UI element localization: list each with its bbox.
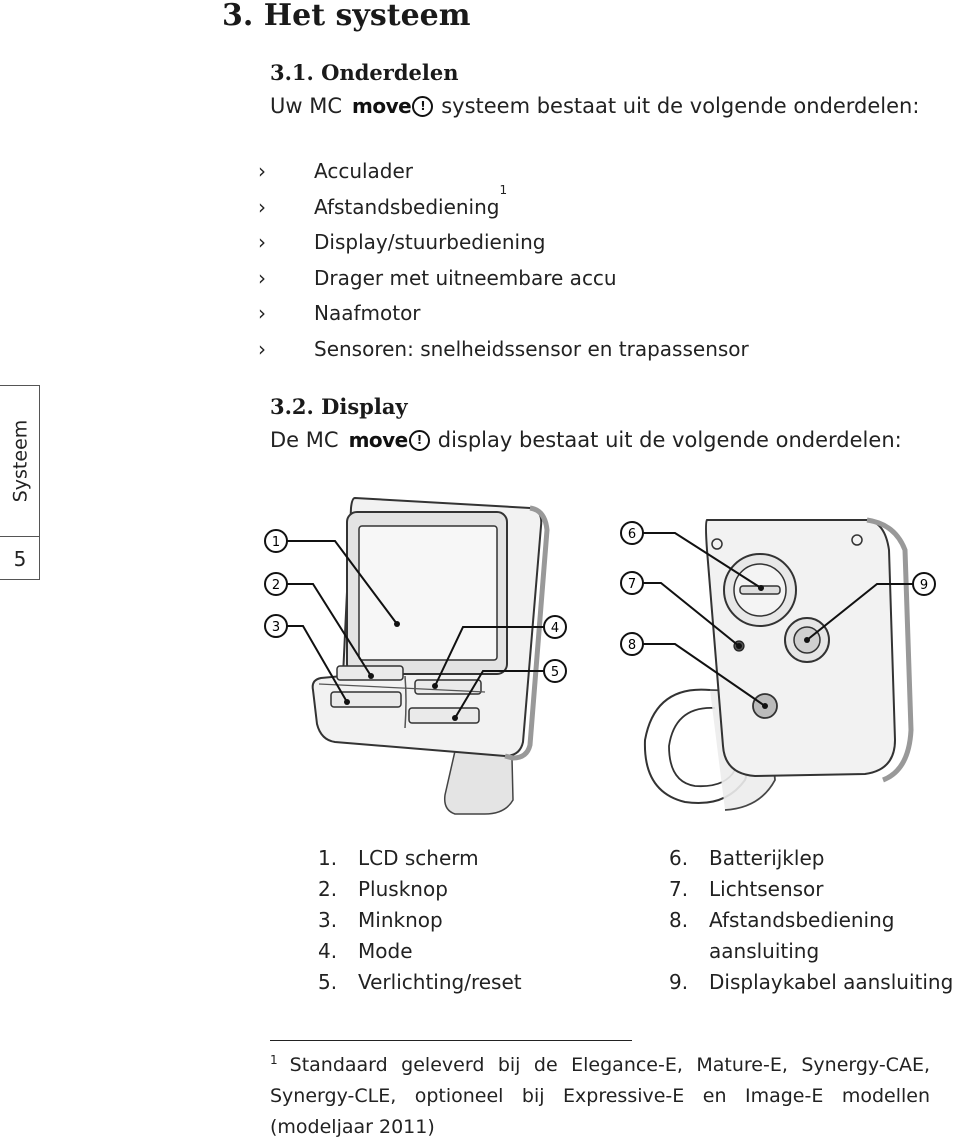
legend-item [318, 936, 522, 967]
callout-7-label: 7 [627, 577, 637, 592]
legend-number: 5. [318, 970, 338, 994]
legend-item [669, 967, 953, 998]
legend-label: Verlichting/reset [358, 970, 522, 994]
move-logo [349, 428, 430, 452]
legend-label: Lichtsensor [709, 877, 824, 901]
callout-1-label: 1 [271, 535, 281, 550]
list-item-label: Afstandsbediening [314, 194, 500, 219]
callout-2-label: 2 [271, 578, 281, 593]
legend-number: 2. [318, 877, 338, 901]
bullet-icon: › [258, 230, 266, 254]
legend-item [318, 967, 522, 998]
list-item-label: Acculader [314, 159, 414, 183]
display-back-view [621, 520, 935, 810]
legend-item [318, 874, 522, 905]
legend-item [669, 936, 953, 967]
component-list [258, 154, 749, 367]
legend-label: Displaykabel aansluiting [709, 970, 954, 994]
section1-intro-after: systeem bestaat uit de volgende onderdelen: [441, 94, 920, 118]
callout-6-label: 6 [627, 527, 637, 542]
legend-label: Minknop [358, 908, 443, 932]
light-button [409, 708, 479, 723]
callout-4-label: 4 [550, 621, 560, 636]
legend-label: Mode [358, 939, 413, 963]
legend-number: 7. [669, 877, 689, 901]
section2-intro [270, 428, 902, 452]
bullet-icon: › [258, 336, 266, 361]
list-item [258, 182, 749, 226]
move-logo-mark: ! [412, 96, 433, 117]
footnote-separator [270, 1040, 632, 1041]
callout-3-label: 3 [271, 620, 281, 635]
callout-5-label: 5 [550, 665, 560, 680]
callout-8-label: 8 [627, 638, 637, 653]
footnote-text: Standaard geleverd bij de Elegance-E, Mature-E, Synergy-CAE, Synergy-CLE, optioneel bij Expressive-E en Image-E modellen (modeljaar 2011) [270, 1054, 930, 1138]
list-item [258, 332, 749, 368]
page-number: 5 [0, 536, 40, 580]
list-item [258, 261, 749, 297]
bullet-icon: › [258, 159, 266, 183]
side-tab-label: Systeem [9, 419, 32, 503]
list-item-label: Drager met uitneembare accu [314, 265, 617, 290]
section1-intro-before: Uw MC [270, 94, 343, 118]
legend-label: LCD scherm [358, 846, 479, 870]
bullet-icon: › [258, 265, 266, 290]
side-tab [0, 385, 40, 580]
legend-number: 4. [318, 939, 338, 963]
display-front-view [265, 498, 566, 814]
lcd-screen [359, 526, 497, 660]
legend-item [669, 843, 953, 874]
legend-number: 8. [669, 908, 689, 932]
move-logo-text: move [352, 94, 412, 118]
footnote-mark: 1 [270, 1052, 278, 1067]
side-tab-label-wrap [0, 386, 40, 536]
legend-item [669, 905, 953, 936]
list-item-label: Naafmotor [314, 301, 421, 325]
list-item-label: Display/stuurbediening [314, 230, 546, 254]
chapter-heading: 3. Het systeem [222, 0, 471, 33]
legend-number: 9. [669, 970, 689, 994]
section2-intro-before: De MC [270, 428, 339, 452]
legend-left [318, 843, 522, 998]
footnote [270, 1050, 930, 1143]
legend-label: Batterijklep [709, 846, 825, 870]
bullet-icon: › [258, 301, 266, 325]
legend-number: 6. [669, 846, 689, 870]
move-logo [352, 94, 433, 118]
legend-label: Plusknop [358, 877, 448, 901]
legend-number: 3. [318, 908, 338, 932]
section2-intro-after: display bestaat uit de volgende onderdelen: [437, 428, 902, 452]
list-item-label: Sensoren: snelheidssensor en trapassensor [314, 336, 749, 361]
list-item [258, 225, 749, 261]
move-logo-mark: ! [409, 430, 430, 451]
legend-label: aansluiting [709, 939, 820, 963]
section1-intro [270, 94, 919, 118]
callout-9-label: 9 [919, 578, 929, 593]
legend-number [669, 936, 709, 967]
section-title-display: 3.2. Display [270, 394, 408, 419]
bullet-icon: › [258, 194, 266, 219]
footnote-reference: 1 [499, 182, 508, 197]
move-logo-text: move [348, 428, 408, 452]
list-item [258, 296, 749, 332]
legend-label: Afstandsbediening [709, 908, 895, 932]
legend-right [669, 843, 953, 998]
legend-item [318, 843, 522, 874]
legend-number: 1. [318, 846, 338, 870]
legend-item [669, 874, 953, 905]
display-diagram [255, 480, 960, 820]
section-title-onderdelen: 3.1. Onderdelen [270, 60, 459, 85]
legend-item [318, 905, 522, 936]
